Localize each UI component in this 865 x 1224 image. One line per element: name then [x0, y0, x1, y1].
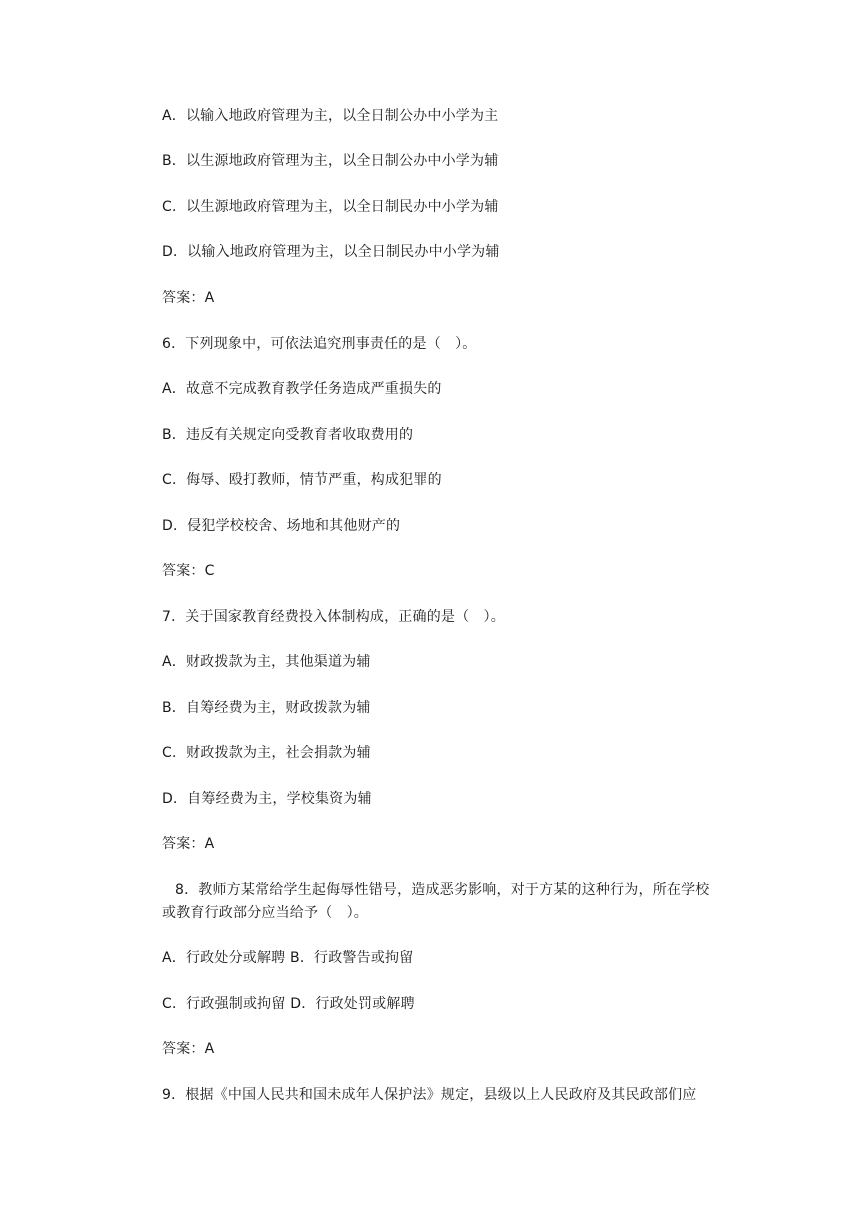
option-b: B．以生源地政府管理为主，以全日制公办中小学为辅 [162, 153, 499, 169]
option-b: B．自筹经费为主，财政拨款为辅 [162, 700, 371, 716]
option-a-b: A．行政处分或解聘 B．行政警告或拘留 [162, 950, 414, 966]
option-a: A．财政拨款为主，其他渠道为辅 [162, 654, 371, 670]
answer: 答案：C [162, 563, 215, 579]
option-d: D．自筹经费为主，学校集资为辅 [162, 791, 372, 807]
answer: 答案：A [162, 290, 215, 306]
option-d: D．侵犯学校校舍、场地和其他财产的 [162, 518, 401, 534]
question-7: 7．关于国家教育经费投入体制构成，正确的是（ ）。 [162, 609, 505, 625]
option-d: D．以输入地政府管理为主，以全日制民办中小学为辅 [162, 244, 500, 260]
question-8-continued: 或教育行政部分应当给予（ ）。 [162, 905, 368, 921]
option-c-d: C．行政强制或拘留 D．行政处罚或解聘 [162, 996, 415, 1012]
question-8: 8．教师方某常给学生起侮辱性错号，造成恶劣影响，对于方某的这种行为，所在学校 [175, 882, 710, 898]
option-a: A．故意不完成教育教学任务造成严重损失的 [162, 381, 442, 397]
question-9: 9．根据《中国人民共和国未成年人保护法》规定，县级以上人民政府及其民政部们应 [162, 1087, 697, 1103]
option-c: C．以生源地政府管理为主，以全日制民办中小学为辅 [162, 199, 499, 215]
question-6: 6．下列现象中，可依法追究刑事责任的是（ ）。 [162, 336, 477, 352]
option-c: C．侮辱、殴打教师，情节严重，构成犯罪的 [162, 472, 442, 488]
answer: 答案：A [162, 836, 215, 852]
option-c: C．财政拨款为主，社会捐款为辅 [162, 745, 371, 761]
answer: 答案：A [162, 1041, 215, 1057]
option-b: B．违反有关规定向受教育者收取费用的 [162, 427, 414, 443]
option-a: A．以输入地政府管理为主，以全日制公办中小学为主 [162, 108, 499, 124]
